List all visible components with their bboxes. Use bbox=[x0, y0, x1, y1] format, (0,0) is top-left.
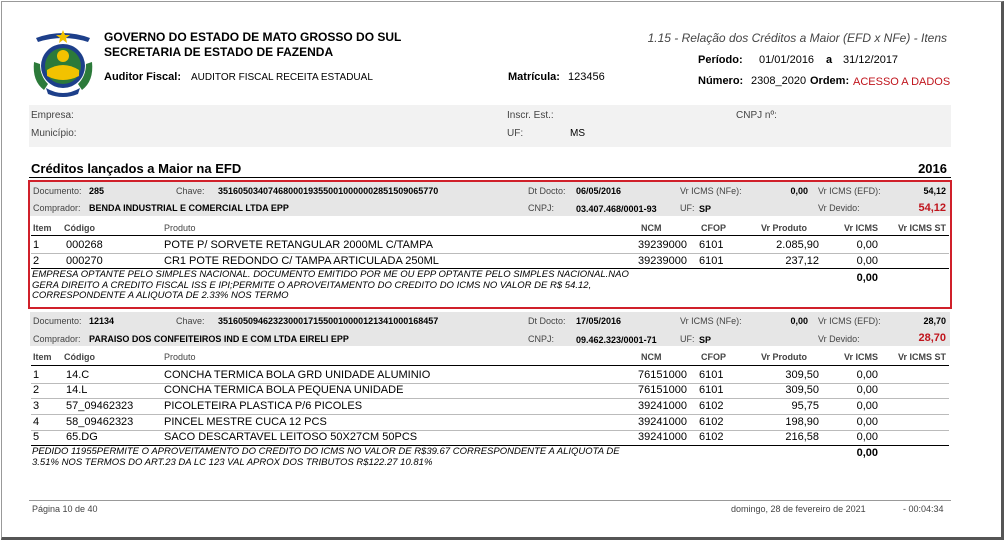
doc1-col-item: Item bbox=[33, 223, 52, 233]
doc2-row4-vricms: 0,00 bbox=[856, 416, 878, 428]
doc2-col-ncm: NCM bbox=[641, 352, 662, 362]
doc2-row5-ncm: 39241000 bbox=[638, 431, 687, 443]
auditor-label: Auditor Fiscal: bbox=[104, 71, 182, 83]
doc2-row-divider-2 bbox=[31, 398, 949, 399]
doc2-row3-item: 3 bbox=[33, 400, 40, 412]
inscr-label: Inscr. Est.: bbox=[507, 110, 554, 121]
doc1-documento-label: Documento: bbox=[33, 186, 82, 196]
doc1-row1-codigo: 000268 bbox=[66, 239, 103, 251]
doc2-row4-ncm: 39241000 bbox=[638, 416, 687, 428]
doc2-row1-item: 1 bbox=[33, 369, 40, 381]
doc2-row1-produto: CONCHA TERMICA BOLA GRD UNIDADE ALUMINIO bbox=[164, 369, 431, 381]
doc2-row2-ncm: 76151000 bbox=[638, 384, 687, 396]
doc1-total-icms: 0,00 bbox=[856, 272, 878, 284]
gov-line2: SECRETARIA DE ESTADO DE FAZENDA bbox=[104, 45, 334, 59]
section-title: Créditos lançados a Maior na EFD bbox=[31, 161, 242, 176]
doc2-row4-item: 4 bbox=[33, 416, 40, 428]
doc2-row5-codigo: 65.DG bbox=[66, 431, 98, 443]
doc2-dtdocto-label: Dt Docto: bbox=[528, 316, 566, 326]
empresa-label: Empresa: bbox=[31, 110, 74, 121]
doc2-row3-ncm: 39241000 bbox=[638, 400, 687, 412]
doc1-row2-codigo: 000270 bbox=[66, 255, 103, 267]
doc2-cnpj: 09.462.323/0001-71 bbox=[576, 335, 657, 345]
doc2-col-item: Item bbox=[33, 352, 52, 362]
doc1-col-vricmsst: Vr ICMS ST bbox=[897, 223, 946, 233]
doc1-row1-produto: POTE P/ SORVETE RETANGULAR 2000ML C/TAMPA bbox=[164, 239, 433, 251]
doc1-col-vricms: Vr ICMS bbox=[843, 223, 878, 233]
footer-page: Página 10 de 40 bbox=[32, 504, 98, 514]
doc1-row1-vrproduto: 2.085,90 bbox=[776, 239, 819, 251]
doc1-row2-item: 2 bbox=[33, 255, 40, 267]
doc2-numero: 12134 bbox=[89, 316, 115, 326]
doc1-uf-label: UF: bbox=[680, 203, 695, 213]
doc2-col-vricms: Vr ICMS bbox=[843, 352, 878, 362]
periodo-label: Período: bbox=[698, 54, 743, 66]
doc2-dtdocto: 17/05/2016 bbox=[576, 316, 622, 326]
doc2-row3-cfop: 6102 bbox=[699, 400, 724, 412]
doc2-row1-vrproduto: 309,50 bbox=[785, 369, 819, 381]
doc2-row4-produto: PINCEL MESTRE CUCA 12 PCS bbox=[164, 416, 327, 428]
report-title: 1.15 - Relação dos Créditos a Maior (EFD x NFe) - Itens bbox=[647, 31, 947, 45]
doc2-col-produto: Produto bbox=[164, 352, 196, 362]
doc2-devido: 28,70 bbox=[918, 332, 946, 344]
doc2-observacao: PEDIDO 11955PERMITE O APROVEITAMENTO DO CREDITO DO ICMS NO VALOR DE R$39.67 CORRESPONDENTE A ALIQUOTA DE 3.51% NOS TERMOS DO ART.23 DA LC 123 VAL APROX DOS TRIBUTOS R$122.27 10.81% bbox=[32, 446, 620, 468]
doc2-comprador: PARAISO DOS CONFEITEIROS IND E COM LTDA EIRELI EPP bbox=[89, 334, 349, 344]
numero-value: 2308_2020 bbox=[751, 75, 807, 87]
doc1-col-ncm: NCM bbox=[641, 223, 662, 233]
doc1-cnpj: 03.407.468/0001-93 bbox=[576, 204, 657, 214]
doc1-col-produto: Produto bbox=[164, 223, 196, 233]
doc1-chave-label: Chave: bbox=[176, 186, 205, 196]
doc2-row1-vricms: 0,00 bbox=[856, 369, 878, 381]
doc1-devido: 54,12 bbox=[918, 202, 946, 214]
doc2-row5-vricms: 0,00 bbox=[856, 431, 878, 443]
doc2-row1-ncm: 76151000 bbox=[638, 369, 687, 381]
coat-of-arms-logo bbox=[32, 26, 94, 98]
doc1-highlight-box bbox=[28, 180, 952, 309]
doc2-devido-label: Vr Devido: bbox=[818, 334, 860, 344]
doc2-row1-cfop: 6101 bbox=[699, 369, 724, 381]
doc2-row2-cfop: 6101 bbox=[699, 384, 724, 396]
doc2-row2-produto: CONCHA TERMICA BOLA PEQUENA UNIDADE bbox=[164, 384, 404, 396]
doc2-col-vricmsst: Vr ICMS ST bbox=[897, 352, 946, 362]
footer-rule bbox=[29, 500, 951, 501]
doc1-uf: SP bbox=[699, 204, 712, 214]
matricula-label: Matrícula: bbox=[508, 71, 560, 83]
doc1-comprador: BENDA INDUSTRIAL E COMERCIAL LTDA EPP bbox=[89, 203, 289, 213]
doc1-row2-ncm: 39239000 bbox=[638, 255, 687, 267]
doc2-row5-cfop: 6102 bbox=[699, 431, 724, 443]
doc1-chave: 35160503407468000193550010000002851509065770 bbox=[218, 186, 439, 196]
periodo-start: 01/01/2016 bbox=[759, 54, 815, 66]
doc2-uf-label: UF: bbox=[680, 334, 695, 344]
doc1-comprador-label: Comprador: bbox=[33, 203, 81, 213]
doc1-icmsefd-label: Vr ICMS (EFD): bbox=[818, 186, 881, 196]
doc2-row4-vrproduto: 198,90 bbox=[785, 416, 819, 428]
periodo-a: a bbox=[826, 54, 833, 66]
doc2-row2-item: 2 bbox=[33, 384, 40, 396]
doc2-icmsefd: 28,70 bbox=[923, 316, 946, 326]
doc2-icmsnfe-label: Vr ICMS (NFe): bbox=[680, 316, 742, 326]
doc1-row2-cfop: 6101 bbox=[699, 255, 724, 267]
doc1-dtdocto: 06/05/2016 bbox=[576, 186, 622, 196]
doc1-row2-vricms: 0,00 bbox=[856, 255, 878, 267]
matricula-value: 123456 bbox=[568, 71, 605, 83]
doc2-row2-codigo: 14.L bbox=[66, 384, 88, 396]
doc2-documento-label: Documento: bbox=[33, 316, 82, 326]
doc2-col-codigo: Código bbox=[64, 352, 95, 362]
doc1-cnpj-label: CNPJ: bbox=[528, 203, 555, 213]
doc2-chave-label: Chave: bbox=[176, 316, 205, 326]
periodo-end: 31/12/2017 bbox=[843, 54, 899, 66]
uf-label: UF: bbox=[507, 128, 524, 139]
doc1-numero: 285 bbox=[89, 186, 105, 196]
doc2-row2-vrproduto: 309,50 bbox=[785, 384, 819, 396]
doc2-chave: 35160509462323000171550010000121341000168457 bbox=[218, 316, 439, 326]
doc2-icmsnfe: 0,00 bbox=[790, 316, 808, 326]
footer-time: - 00:04:34 bbox=[903, 504, 944, 514]
ordem-value: ACESSO A DADOS bbox=[853, 76, 951, 88]
auditor-value: AUDITOR FISCAL RECEITA ESTADUAL bbox=[191, 72, 373, 83]
doc1-row1-vricms: 0,00 bbox=[856, 239, 878, 251]
doc2-col-vrproduto: Vr Produto bbox=[760, 352, 807, 362]
doc1-row1-item: 1 bbox=[33, 239, 40, 251]
doc2-row-divider-3 bbox=[31, 414, 949, 415]
doc1-row1-cfop: 6101 bbox=[699, 239, 724, 251]
doc1-col-cfop: CFOP bbox=[701, 223, 727, 233]
doc2-col-rule bbox=[31, 365, 949, 366]
doc1-dtdocto-label: Dt Docto: bbox=[528, 186, 566, 196]
doc1-observacao: EMPRESA OPTANTE PELO SIMPLES NACIONAL. DOCUMENTO EMITIDO POR ME OU EPP OPTANTE PELO SIMPLES NACIONAL.NAO GERA DIREITO A CREDITO FISCAL ISS E IPI;PERMITE O APROVEITAMENTO DO CREDITO DO ICMS NO VALOR DE R$ 54.12, CORRESPONDENTE A ALIQUOTA DE 2.33% NOS TERMO bbox=[32, 269, 629, 301]
ordem-label: Ordem: bbox=[810, 75, 850, 87]
doc1-devido-label: Vr Devido: bbox=[818, 203, 860, 213]
footer-date: domingo, 28 de fevereiro de 2021 bbox=[731, 504, 866, 514]
doc2-row5-produto: SACO DESCARTAVEL LEITOSO 50X27CM 50PCS bbox=[164, 431, 418, 443]
doc2-uf: SP bbox=[699, 335, 712, 345]
section-year: 2016 bbox=[918, 161, 947, 176]
doc2-row4-cfop: 6102 bbox=[699, 416, 724, 428]
numero-label: Número: bbox=[698, 75, 744, 87]
doc2-row3-vrproduto: 95,75 bbox=[791, 400, 819, 412]
doc1-col-codigo: Código bbox=[64, 223, 95, 233]
doc2-row1-codigo: 14.C bbox=[66, 369, 90, 381]
doc2-row5-item: 5 bbox=[33, 431, 40, 443]
doc1-row2-produto: CR1 POTE REDONDO C/ TAMPA ARTICULADA 250ML bbox=[164, 255, 439, 267]
doc2-row4-codigo: 58_09462323 bbox=[66, 416, 134, 428]
doc2-row3-produto: PICOLETEIRA PLASTICA P/6 PICOLES bbox=[164, 400, 363, 412]
doc2-row3-vricms: 0,00 bbox=[856, 400, 878, 412]
doc1-icmsnfe: 0,00 bbox=[790, 186, 808, 196]
doc2-row2-vricms: 0,00 bbox=[856, 384, 878, 396]
doc1-icmsefd: 54,12 bbox=[923, 186, 946, 196]
uf-value: MS bbox=[570, 128, 585, 139]
municipio-label: Município: bbox=[31, 128, 77, 139]
doc2-comprador-label: Comprador: bbox=[33, 334, 81, 344]
doc1-row2-vrproduto: 237,12 bbox=[785, 255, 819, 267]
doc2-cnpj-label: CNPJ: bbox=[528, 334, 555, 344]
doc2-total-icms: 0,00 bbox=[856, 447, 878, 459]
section-rule bbox=[29, 177, 951, 178]
doc2-icmsefd-label: Vr ICMS (EFD): bbox=[818, 316, 881, 326]
doc2-row3-codigo: 57_09462323 bbox=[66, 400, 134, 412]
doc1-col-vrproduto: Vr Produto bbox=[760, 223, 807, 233]
doc1-row1-ncm: 39239000 bbox=[638, 239, 687, 251]
cnpj-label: CNPJ nº: bbox=[736, 110, 777, 121]
gov-line1: GOVERNO DO ESTADO DE MATO GROSSO DO SUL bbox=[104, 30, 402, 44]
doc2-col-cfop: CFOP bbox=[701, 352, 727, 362]
doc2-row5-vrproduto: 216,58 bbox=[785, 431, 819, 443]
doc1-icmsnfe-label: Vr ICMS (NFe): bbox=[680, 186, 742, 196]
company-band bbox=[29, 105, 951, 147]
